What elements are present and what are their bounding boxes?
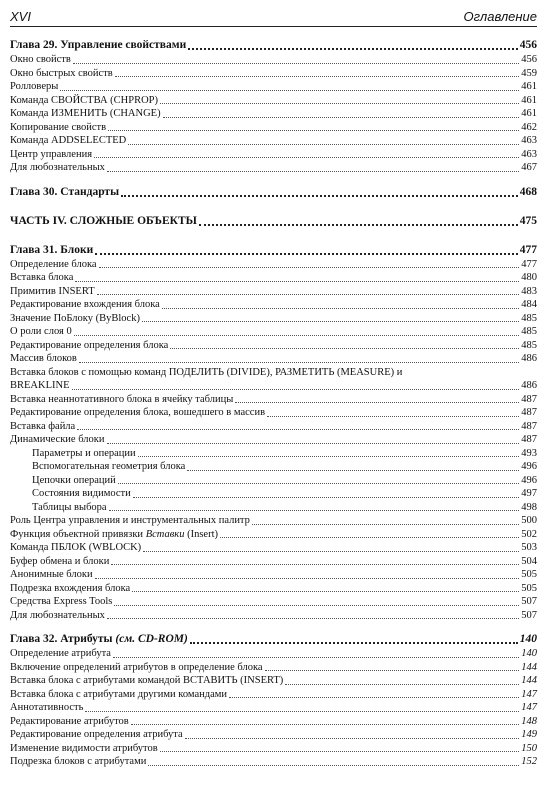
toc-entry[interactable] [10,728,537,742]
entry-title: Вставка блока с атрибутами другими командами [10,688,227,700]
entry-page: 487 [521,407,537,418]
table-of-contents [10,38,537,769]
leader-dots [95,578,520,579]
entry-page: 152 [521,756,537,767]
entry-title: Редактирование атрибутов [10,715,129,727]
entry-page: 504 [521,555,537,567]
entry-title: Определение атрибута [10,648,111,659]
toc-entry[interactable] [10,258,537,272]
leader-dots [128,144,519,145]
entry-title: Вставка неаннотативного блока в ячейку таблицы [10,393,234,405]
leader-dots [138,456,520,457]
entry-title: Для любознательных [10,609,105,621]
page-header [10,4,537,27]
leader-dots [188,48,518,50]
entry-title [10,528,219,542]
entry-title: Определение блока [10,258,97,270]
entry-title: Примитив INSERT [10,285,95,297]
entry-title: Массив блоков [10,353,77,364]
leader-dots [85,711,519,712]
leader-dots [162,308,519,309]
toc-entry[interactable] [10,661,537,675]
toc-subentry[interactable] [10,501,537,515]
leader-dots [121,195,518,197]
toc-entry[interactable] [10,688,537,702]
leader-dots [77,429,519,430]
leader-dots [267,416,519,417]
entry-title: Вставка файла [10,420,76,432]
entry-page: 485 [521,339,537,351]
leader-dots [118,483,519,484]
toc-entry[interactable] [10,555,537,569]
toc-entry[interactable] [10,406,537,420]
entry-page: 484 [521,299,537,310]
toc-entry[interactable] [10,161,537,175]
chapter-page: 477 [519,243,537,256]
leader-dots [99,267,520,268]
toc-entry[interactable] [10,134,537,148]
toc-entry[interactable] [10,53,537,67]
toc-entry[interactable] [10,94,537,108]
toc-entry[interactable] [10,107,537,121]
leader-dots [131,724,520,725]
leader-dots [160,103,519,104]
leader-dots [97,294,520,295]
part-page: 475 [519,214,537,227]
entry-title: Динамические блоки [10,434,105,445]
entry-page: 493 [521,447,537,459]
toc-entry[interactable] [10,393,537,407]
toc-entry[interactable] [10,715,537,729]
entry-title: Подрезка вхождения блока [10,582,131,594]
entry-page: 496 [521,461,537,472]
chapter-page: 140 [519,633,537,645]
leader-dots [108,130,519,131]
toc-entry[interactable] [10,67,537,81]
entry-title: Буфер обмена и блоки [10,555,110,567]
toc-subentry[interactable] [10,447,537,461]
part-title: ЧАСТЬ IV. СЛОЖНЫЕ ОБЪЕКТЫ [10,214,197,227]
toc-subentry[interactable] [10,460,537,474]
leader-dots [185,738,520,739]
toc-entry[interactable] [10,285,537,299]
entry-title: Команда ИЗМЕНИТЬ (CHANGE) [10,108,161,119]
toc-entry[interactable] [10,420,537,434]
leader-dots [107,171,519,172]
entry-page: 463 [521,135,537,146]
entry-page: 483 [521,285,537,297]
toc-entry[interactable] [10,121,537,135]
toc-entry[interactable] [10,80,537,94]
entry-page: 463 [521,148,537,160]
entry-page: 144 [521,661,537,673]
leader-dots [142,321,519,322]
entry-page: 485 [521,312,537,324]
leader-dots [143,551,519,552]
leader-dots [132,591,519,592]
leader-dots [148,765,519,766]
leader-dots [95,253,518,255]
chapter-title-part: Глава 32. Атрибуты [10,633,116,645]
entry-title: Окно быстрых свойств [10,67,113,79]
entry-title: Команда ADDSELECTED [10,135,127,146]
entry-title-line1: Вставка блоков с помощью команд ПОДЕЛИТЬ (DIVIDE), РАЗМЕТИТЬ (MEASURE) и [10,366,403,378]
leader-dots [187,470,519,471]
entry-page: 462 [521,121,537,133]
entry-page: 505 [521,582,537,594]
entry-title: Центр управления [10,148,93,160]
entry-page: 150 [521,742,537,754]
entry-page: 477 [521,258,537,270]
toc-entry[interactable] [10,312,537,326]
entry-page: 502 [521,528,537,540]
leader-dots [79,362,519,363]
entry-page: 461 [521,81,537,92]
entry-page: 461 [521,94,537,106]
entry-page: 461 [521,108,537,119]
entry-page: 505 [521,569,537,580]
toc-entry[interactable] [10,148,537,162]
entry-title: Редактирование вхождения блока [10,299,160,310]
entry-title: О роли слоя 0 [10,326,72,337]
entry-page: 147 [521,688,537,700]
toc-subentry[interactable] [10,487,537,501]
entry-title-italic: Вставки [145,528,185,540]
entry-title: Состояния видимости [32,488,131,499]
leader-dots [163,117,520,118]
leader-dots [74,335,520,336]
leader-dots [60,90,519,91]
entry-page: 480 [521,272,537,283]
entry-title: Вспомогательная геометрия блока [32,461,186,472]
entry-title-line2: BREAKLINE [10,380,70,391]
toc-entry[interactable] [10,755,537,769]
leader-dots [94,157,519,158]
entry-page: 497 [521,488,537,499]
entry-page: 467 [521,162,537,173]
chapter-title: Глава 30. Стандарты [10,185,120,198]
leader-dots [115,76,519,77]
entry-page: 486 [521,353,537,364]
leader-dots [160,751,520,752]
entry-title: Редактирование определения блока [10,339,169,351]
toc-entry[interactable] [10,742,537,756]
entry-title: Редактирование определения атрибута [10,729,183,740]
entry-title: Изменение видимости атрибутов [10,742,158,754]
entry-page: 498 [521,501,537,513]
entry-page: 486 [521,380,537,391]
entry-title: Команда ПБЛОК (WBLOCK) [10,542,142,553]
toc-entry[interactable] [10,674,537,688]
leader-dots [107,443,520,444]
entry-title: Анонимные блоки [10,569,93,580]
entry-page: 487 [521,420,537,432]
entry-title: Параметры и операции [32,447,136,459]
entry-title: Окно свойств [10,54,71,65]
entry-title: Команда СВОЙСТВА (CHPROP) [10,94,158,106]
entry-page: 496 [521,474,537,486]
chapter-31-heading[interactable] [10,243,537,258]
entry-title: Подрезка блоков с атрибутами [10,756,147,767]
toc-entry[interactable] [10,352,537,366]
entry-title: Копирование свойств [10,121,107,133]
chapter-30-heading[interactable] [10,185,537,200]
leader-dots [109,510,520,511]
entry-page: 507 [521,609,537,621]
leader-dots [199,224,518,226]
leader-dots [252,524,519,525]
entry-title-part: Функция объектной привязки [10,528,146,540]
leader-dots [73,63,519,64]
entry-title: Ролловеры [10,81,59,92]
toc-entry[interactable] [10,568,537,582]
entry-title: Аннотативность [10,702,84,713]
leader-dots [235,402,519,403]
chapter-page: 456 [519,39,537,51]
chapter-page: 468 [519,185,537,198]
leader-dots [285,684,519,685]
toc-entry[interactable] [10,433,537,447]
leader-dots [190,642,518,644]
leader-dots [111,564,519,565]
leader-dots [229,697,519,698]
entry-page: 456 [521,54,537,65]
entry-page: 500 [521,515,537,526]
chapter-29-heading[interactable] [10,38,537,53]
leader-dots [170,348,519,349]
entry-page: 487 [521,434,537,445]
part-4-heading[interactable] [10,214,537,229]
entry-page: 149 [521,729,537,740]
toc-entry-multiline-second[interactable] [10,379,537,393]
entry-title: Значение ПоБлоку (ByBlock) [10,312,140,324]
chapter-32-heading[interactable] [10,632,537,647]
toc-entry[interactable] [10,514,537,528]
entry-page: 140 [521,648,537,659]
entry-title: Цепочки операций [32,474,116,486]
entry-page: 459 [521,67,537,79]
leader-dots [72,389,520,390]
toc-entry[interactable] [10,541,537,555]
entry-title: Вставка блока с атрибутами командой ВСТАВИТЬ (INSERT) [10,675,284,686]
toc-entry[interactable] [10,528,537,542]
entry-title: Для любознательных [10,162,105,173]
page-number-roman: XVI [10,9,31,24]
leader-dots [75,281,519,282]
entry-title-part: (Insert) [184,528,218,540]
running-title: Оглавление [463,9,537,24]
toc-entry[interactable] [10,595,537,609]
toc-entry[interactable] [10,647,537,661]
chapter-title: Глава 31. Блоки [10,243,94,256]
leader-dots [114,605,519,606]
toc-entry[interactable] [10,271,537,285]
entry-title: Таблицы выбора [32,501,107,513]
toc-entry[interactable] [10,582,537,596]
leader-dots [265,670,520,671]
entry-title: Редактирование определения блока, вошедшего в массив [10,407,266,418]
toc-entry[interactable] [10,609,537,623]
toc-entry[interactable] [10,339,537,353]
entry-title: Роль Центра управления и инструментальных палитр [10,515,250,526]
entry-page: 485 [521,326,537,337]
chapter-title [10,632,189,647]
entry-title: Вставка блока [10,272,74,283]
entry-page: 503 [521,542,537,553]
chapter-title-italic: (см. CD-ROM) [115,633,188,645]
toc-subentry[interactable] [10,474,537,488]
entry-page: 148 [521,715,537,727]
entry-title: Включение определений атрибутов в определение блока [10,661,263,673]
leader-dots [220,537,519,538]
toc-entry[interactable] [10,298,537,312]
toc-entry[interactable] [10,325,537,339]
entry-page: 487 [521,393,537,405]
leader-dots [113,657,519,658]
leader-dots [133,497,519,498]
chapter-title: Глава 29. Управление свойствами [10,39,187,51]
toc-entry[interactable] [10,701,537,715]
entry-page: 147 [521,702,537,713]
toc-entry-multiline-first[interactable] [10,366,537,380]
entry-page: 144 [521,675,537,686]
entry-title: Средства Express Tools [10,596,113,607]
entry-page: 507 [521,596,537,607]
leader-dots [107,618,519,619]
